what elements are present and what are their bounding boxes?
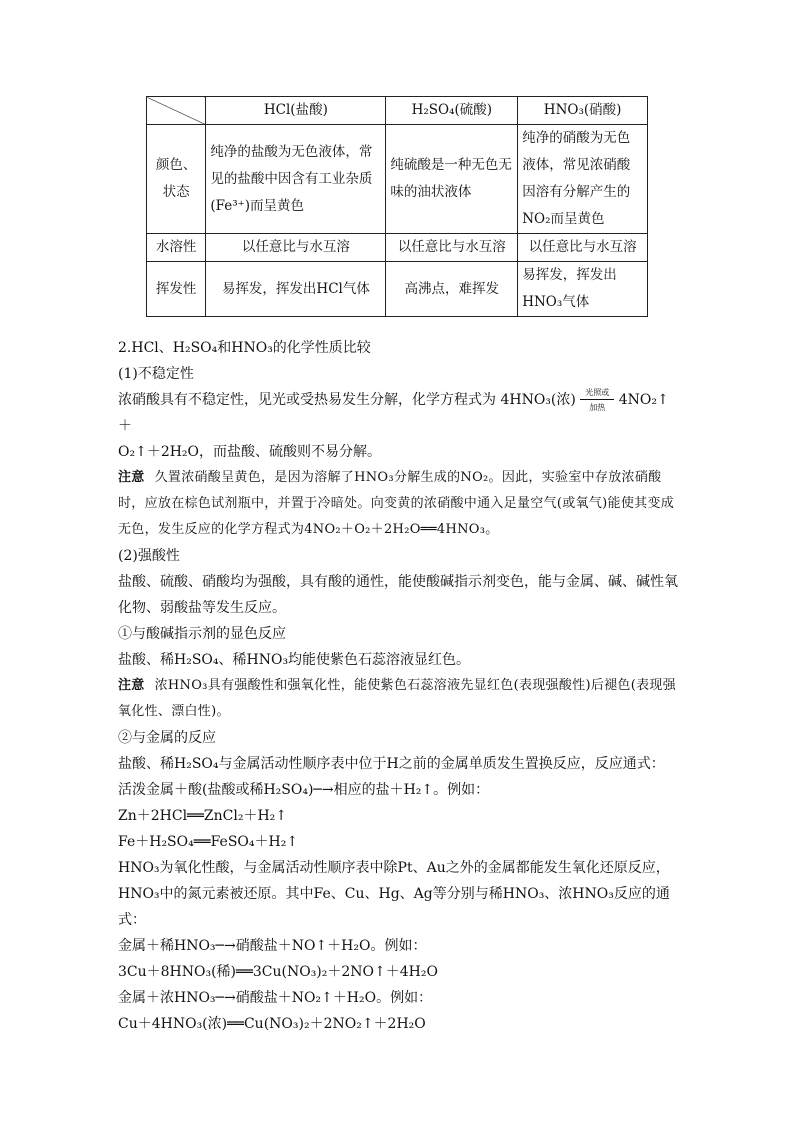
table-cell: 纯净的硝酸为无色液体，常见浓硝酸因溶有分解产生的NO₂而呈黄色 [518,125,648,234]
row-label: 挥发性 [147,262,206,317]
body-text [118,335,678,1037]
paragraph: 盐酸、稀H₂SO₄、稀HNO₃均能使紫色石蕊溶液显红色。 [118,652,471,668]
subsection-heading: (2)强酸性 [118,548,180,564]
section-heading: 2.HCl、H₂SO₄和HNO₃的化学性质比较 [118,340,371,356]
equation: Fe＋H₂SO₄══FeSO₄＋H₂↑ [118,834,299,850]
condition-bottom: 加热 [589,403,606,412]
acid-comparison-table [146,96,648,317]
equation-text: 4NO₂↑＋ [118,392,669,434]
table-cell: 以任意比与水互溶 [386,234,518,262]
equation: Zn＋2HCl══ZnCl₂＋H₂↑ [118,808,288,824]
equation: 3Cu＋8HNO₃(稀)══3Cu(NO₃)₂＋2NO↑＋4H₂O [118,964,438,980]
paragraph: O₂↑＋2H₂O，而盐酸、硫酸则不易分解。 [118,444,382,460]
table-cell: 纯净的盐酸为无色液体，常见的盐酸中因含有工业杂质(Fe³⁺)而呈黄色 [206,125,386,234]
row-label: 颜色、状态 [147,125,206,234]
reaction-condition-arrow [580,388,614,412]
header-hno3: HNO₃(硝酸) [518,97,648,125]
note-paragraph [118,465,678,543]
row-label: 水溶性 [147,234,206,262]
condition-top: 光照或 [585,388,610,397]
paragraph: 盐酸、稀H₂SO₄与金属活动性顺序表中位于H之前的金属单质发生置换反应，反应通式：活泼金属＋酸(盐酸或稀H₂SO₄)─→相应的盐＋H₂↑。例如： [118,756,665,798]
note-text: 浓HNO₃具有强酸性和强氧化性，能使紫色石蕊溶液先显红色(表现强酸性)后褪色(表现强氧化性、漂白性)。 [118,678,677,719]
paragraph: HNO₃为氧化性酸，与金属活动性顺序表中除Pt、Au之外的金属都能发生氧化还原反应，HNO₃中的氮元素被还原。其中Fe、Cu、Hg、Ag等分别与稀HNO₃、浓HNO₃反应的通式： [118,860,670,928]
note-paragraph [118,673,678,725]
paragraph: 金属＋稀HNO₃─→硝酸盐＋NO↑＋H₂O。例如： [118,938,427,954]
note-label: 注意 [118,470,145,485]
note-label: 注意 [118,678,145,693]
paragraph: 盐酸、硫酸、硝酸均为强酸，具有酸的通性，能使酸碱指示剂变色，能与金属、碱、碱性氧化物、弱酸盐等发生反应。 [118,574,678,616]
table-cell: 以任意比与水互溶 [206,234,386,262]
note-text: 久置浓硝酸呈黄色，是因为溶解了HNO₃分解生成的NO₂。因此，实验室中存放浓硝酸时，应放在棕色试剂瓶中，并置于冷暗处。向变黄的浓硝酸中通入足量空气(或氧气)能使其变成无色，发生反应的化学方程式为4NO₂＋O₂＋2H₂O══4HNO₃。 [118,470,675,537]
equation-text: 浓硝酸具有不稳定性，见光或受热易发生分解，化学方程式为 4HNO₃(浓) [118,392,576,408]
table-cell: 高沸点，难挥发 [386,262,518,317]
arrow-bar [580,399,614,400]
document-page [118,96,678,1037]
table-cell: 易挥发，挥发出HNO₃气体 [518,262,648,317]
equation: Cu＋4HNO₃(浓)══Cu(NO₃)₂＋2NO₂↑＋2H₂O [118,1016,426,1032]
table-cell: 易挥发，挥发出HCl气体 [206,262,386,317]
header-h2so4: H₂SO₄(硫酸) [386,97,518,125]
table-row [147,234,648,262]
subsection-heading: ①与酸碱指示剂的显色反应 [118,626,286,642]
subsection-heading: ②与金属的反应 [118,730,216,746]
paragraph: 金属＋浓HNO₃─→硝酸盐＋NO₂↑＋H₂O。例如： [118,990,433,1006]
header-hcl: HCl(盐酸) [206,97,386,125]
table-cell: 纯硫酸是一种无色无味的油状液体 [386,125,518,234]
table-row [147,262,648,317]
table-header-row [147,97,648,125]
paragraph [118,387,678,439]
corner-cell [147,97,206,125]
table-cell: 以任意比与水互溶 [518,234,648,262]
subsection-heading: (1)不稳定性 [118,366,194,382]
table-row [147,125,648,234]
